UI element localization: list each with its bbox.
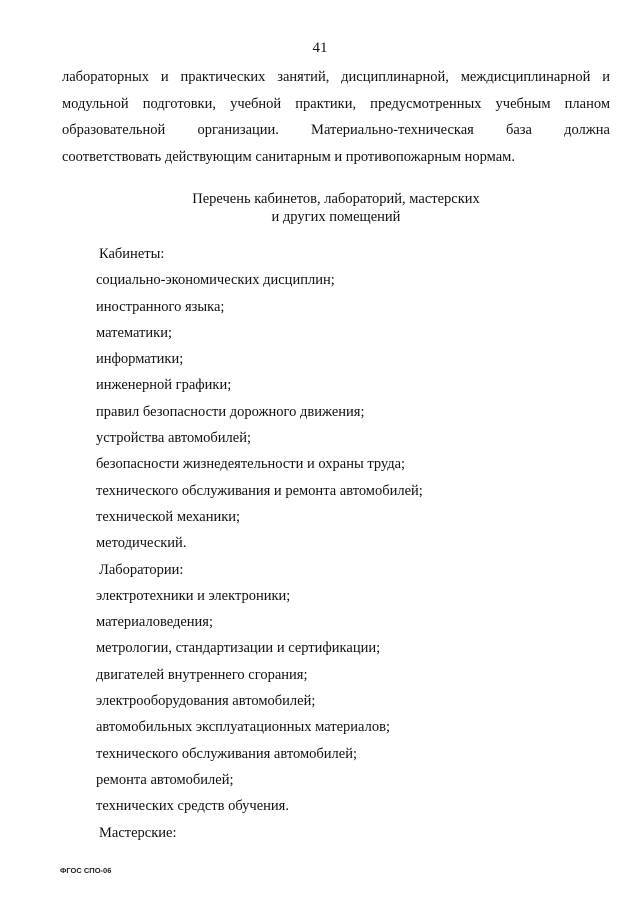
page-number: 41	[312, 40, 328, 56]
footer-doc-code: ФГОС СПО-06	[60, 866, 112, 875]
list-item: технического обслуживания и ремонта автомобилей;	[96, 482, 423, 499]
section-heading	[0, 190, 640, 226]
list-item: автомобильных эксплуатационных материалов;	[96, 719, 390, 736]
list-item: электротехники и электроники;	[96, 587, 291, 604]
list-item: правил безопасности дорожного движения;	[96, 403, 365, 420]
list-item: ремонта автомобилей;	[96, 771, 234, 788]
list-item: технического обслуживания автомобилей;	[96, 745, 357, 762]
paragraph-line: соответствовать действующим санитарным и противопожарным нормам.	[62, 148, 515, 165]
premises-list	[96, 241, 423, 846]
list-item: материаловедения;	[96, 614, 214, 631]
category-title-labs: Лаборатории:	[99, 561, 184, 578]
list-item: информатики;	[96, 351, 184, 368]
paragraph-line: лабораторных и практических занятий, дисциплинарной, междисциплинарной и	[62, 69, 610, 85]
list-item: методический.	[96, 535, 187, 552]
list-item: технической механики;	[96, 508, 241, 525]
list-item: устройства автомобилей;	[96, 430, 252, 447]
list-item: математики;	[96, 324, 172, 341]
list-item: электрооборудования автомобилей;	[96, 693, 316, 710]
list-item: социально-экономических дисциплин;	[96, 272, 335, 289]
category-title-cabinets: Кабинеты:	[99, 246, 165, 262]
paragraph-line: образовательной организации. Материально-техническая база должна	[62, 122, 610, 138]
list-item: метрологии, стандартизации и сертификации;	[96, 640, 381, 657]
heading-line-2: и других помещений	[271, 209, 401, 225]
list-item: технических средств обучения.	[96, 798, 289, 815]
category-title-workshops: Мастерские:	[99, 824, 177, 841]
list-item: двигателей внутреннего сгорания;	[96, 666, 308, 683]
paragraph-line: модульной подготовки, учебной практики, предусмотренных учебным планом	[62, 95, 610, 112]
list-item: безопасности жизнедеятельности и охраны труда;	[96, 456, 406, 473]
list-item: инженерной графики;	[96, 377, 232, 394]
body-paragraph	[62, 64, 610, 170]
list-item: иностранного языка;	[96, 298, 225, 315]
heading-line-1: Перечень кабинетов, лабораторий, мастерских	[192, 191, 480, 207]
